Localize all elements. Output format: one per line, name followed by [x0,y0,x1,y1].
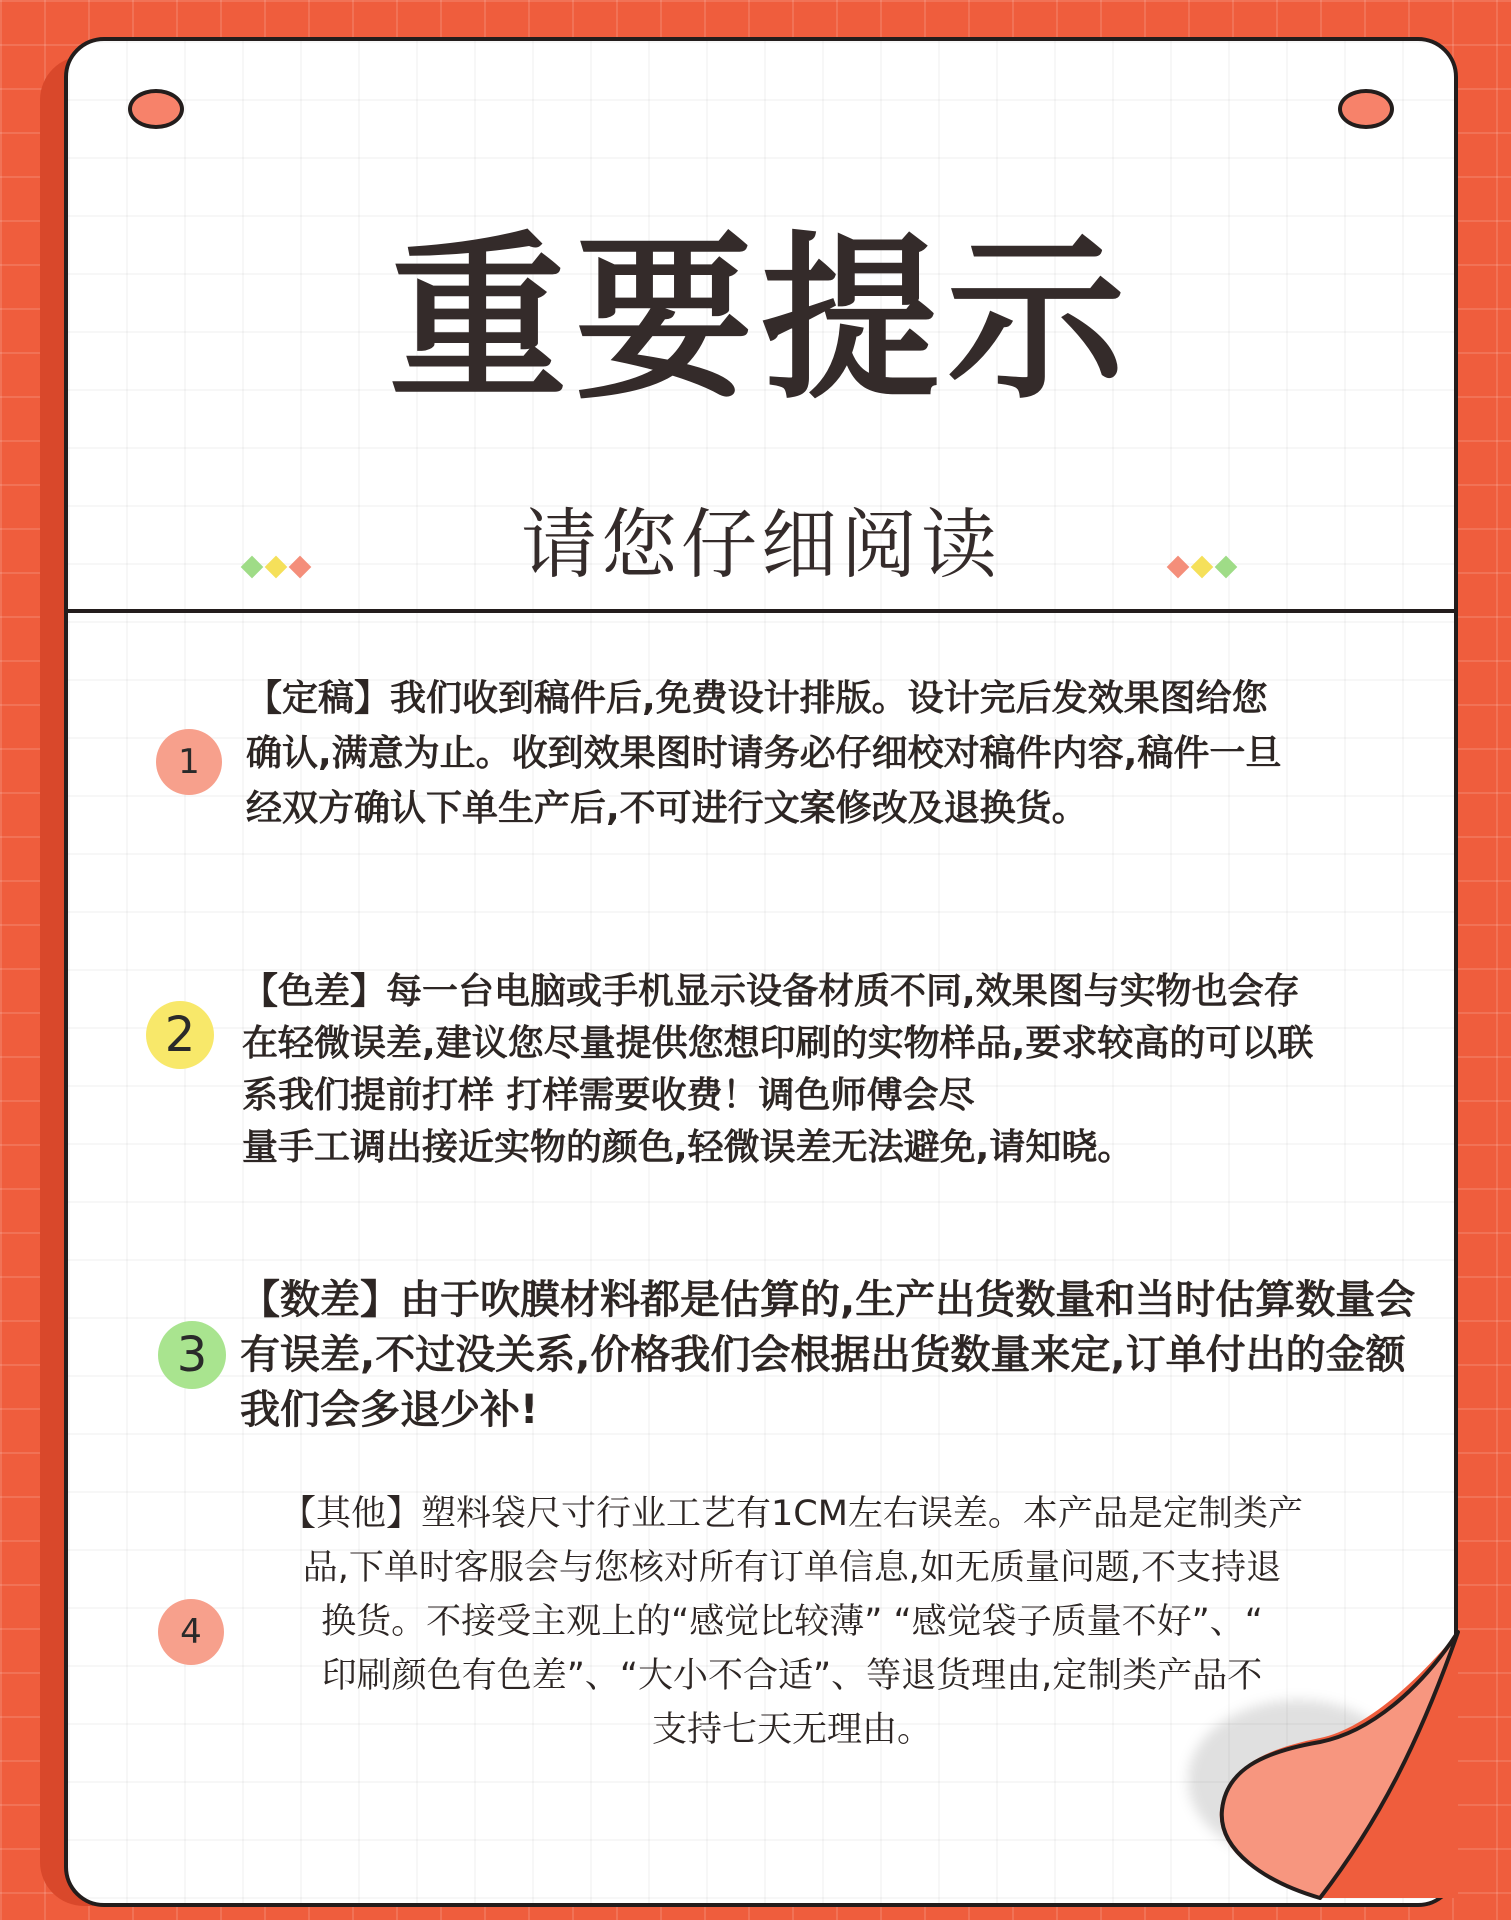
page-title: 重要提示 [389,216,1133,423]
notice-line: 【其他】塑料袋尺寸行业工艺有1CM左右误差。本产品是定制类产 [281,1494,1303,1534]
notice-line: 量手工调出接近实物的颜色,轻微误差无法避免,请知晓。 [242,1127,1134,1168]
header-divider [68,609,1454,613]
page-curl-icon [1170,1620,1470,1910]
notice-text: 【数差】由于吹膜材料都是估算的,生产出货数量和当时估算数量会有误差,不过没关系,价格我们会根据出货数量来定,订单付出的金额我们会多退少补! [240,1277,1416,1433]
number-badge: 2 [146,1001,214,1069]
notice-text [242,966,1392,1174]
notice-line: 换货。不接受主观上的“感觉比较薄” “感觉袋子质量不好”、“ [321,1602,1263,1642]
decoration-diamonds-right [1170,559,1234,575]
binder-hole-right [1338,89,1394,129]
binder-hole-left [128,89,184,129]
diamond-red-icon [1167,556,1190,579]
diamond-green-icon [1215,556,1238,579]
notice-line: 印刷颜色有色差”、“大小不合适”、等退货理由,定制类产品不 [321,1656,1263,1696]
number-badge: 1 [156,729,222,795]
notice-line: 品,下单时客服会与您核对所有订单信息,如无质量问题,不支持退 [302,1548,1282,1588]
notice-line: 系我们提前打样 打样需要收费！调色师傅会尽 [242,1075,975,1116]
page-subtitle: 请您仔细阅读 [521,500,1001,589]
diamond-yellow-icon [1191,556,1214,579]
notice-line: 【色差】每一台电脑或手机显示设备材质不同,效果图与实物也会存 [242,971,1300,1012]
notice-text: 【定稿】我们收到稿件后,免费设计排版。设计完后发效果图给您确认,满意为止。收到效果图时请务必仔细校对稿件内容,稿件一旦经双方确认下单生产后,不可进行文案修改及退换货。 [246,678,1282,829]
number-badge: 4 [158,1599,224,1665]
notice-line: 支持七天无理由。 [651,1710,932,1750]
number-badge: 3 [158,1321,226,1389]
notice-line: 在轻微误差,建议您尽量提供您想印刷的实物样品,要求较高的可以联 [242,1023,1314,1064]
